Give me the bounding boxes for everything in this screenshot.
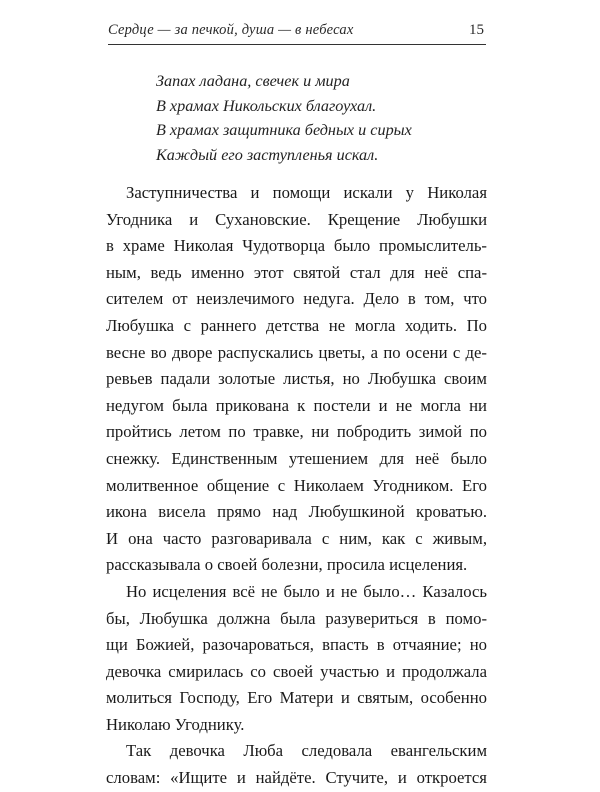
- epigraph-line: Каждый его заступленья искал.: [156, 146, 379, 165]
- text-line: ревьев падали золотые листья, но Любушка своим: [106, 369, 487, 389]
- body-text: [106, 180, 487, 792]
- text-line: Так девочка Люба следовала евангельским: [126, 741, 487, 761]
- text-line: молитвенное общение с Николаем Угодником. Его: [106, 475, 487, 495]
- running-header: [108, 22, 484, 44]
- text-line: щи Божией, разочароваться, впасть в отчаяние; но: [106, 635, 487, 655]
- text-line: бы, Любушка должна была разувериться в помо-: [106, 608, 487, 628]
- text-line: снежку. Единственным утешением для неё было: [106, 448, 487, 468]
- text-line: девочка смирилась со своей участью и продолжала: [106, 661, 487, 681]
- text-line: Заступничества и помощи искали у Николая: [126, 183, 487, 202]
- text-line: Николаю Угоднику.: [106, 714, 245, 734]
- text-line: Угодника и Сухановские. Крещение Любушки: [106, 209, 487, 229]
- text-line: пройтись летом по травке, ни побродить зимой по: [106, 422, 487, 442]
- epigraph-line: В храмах Никольских благоухал.: [156, 96, 377, 115]
- text-line: весне во дворе распускались цветы, а по осени с де-: [106, 342, 487, 362]
- text-line: недугом была прикована к постели и не могла ни: [106, 395, 487, 415]
- text-line: в храме Николая Чудотворца было промыслитель-: [106, 236, 487, 256]
- text-line: рассказывала о своей болезни, просила исцеления.: [106, 555, 468, 575]
- text-line: словам: «Ищите и найдёте. Стучите, и откроется: [106, 768, 487, 788]
- running-title: Сердце — за печкой, душа — в небесах: [108, 22, 354, 38]
- text-line: ным, ведь именно этот святой стал для неё спа-: [106, 262, 487, 282]
- epigraph-line: В храмах защитника бедных и сирых: [156, 121, 412, 140]
- text-line: икона висела прямо над Любушкиной кроватью.: [106, 502, 487, 522]
- epigraph-line: Запах ладана, свечек и мира: [156, 72, 350, 90]
- text-line: И она часто разговаривала с ним, как с живым,: [106, 528, 487, 548]
- text-line: Но исцеления всё не было и не было… Казалось: [126, 581, 487, 601]
- text-line: молиться Господу, Его Матери и святым, особенно: [106, 688, 487, 708]
- page-number: 15: [469, 22, 484, 38]
- epigraph: [156, 69, 486, 168]
- text-line: сителем от неизлечимого недуга. Дело в том, что: [106, 289, 487, 309]
- text-line: Любушка с раннего детства не могла ходить. По: [106, 315, 487, 335]
- header-rule: [108, 44, 486, 45]
